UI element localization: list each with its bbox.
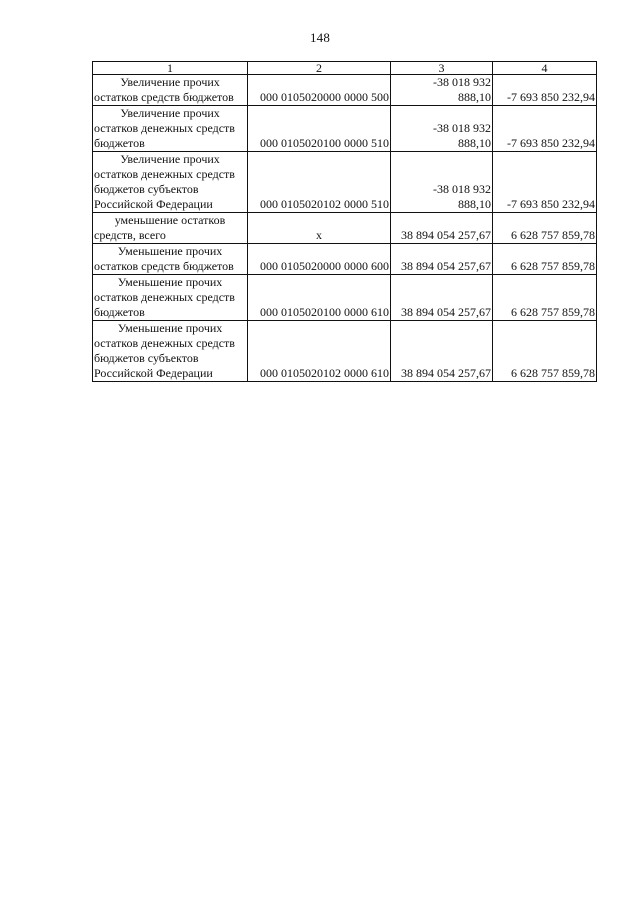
page-number: 148 <box>309 30 331 45</box>
value3-line: 888,10 <box>458 90 491 104</box>
value3-line: 38 894 054 257,67 <box>401 228 491 242</box>
row-value3-cell <box>391 75 493 106</box>
row-code-cell: 000 0105020102 0000 610 <box>248 321 391 382</box>
row-name-cell <box>93 244 248 275</box>
row-name-cell <box>93 213 248 244</box>
row-name-line: Увеличение прочих <box>120 106 220 120</box>
row-value4-cell: -7 693 850 232,94 <box>493 152 597 213</box>
table-row <box>93 321 597 382</box>
row-value3-cell <box>391 321 493 382</box>
column-header: 1 <box>93 62 248 75</box>
row-code-cell: 000 0105020000 0000 500 <box>248 75 391 106</box>
row-name-line: Российской Федерации <box>94 197 213 211</box>
table-row <box>93 75 597 106</box>
row-name-line: Российской Федерации <box>94 366 213 380</box>
row-name-line: Увеличение прочих <box>120 75 220 89</box>
row-name-line: средств, всего <box>94 228 166 242</box>
row-name-line: остатков денежных средств <box>94 290 235 304</box>
value3-line: -38 018 932 <box>433 121 491 135</box>
row-name-cell <box>93 275 248 321</box>
column-header: 3 <box>391 62 493 75</box>
row-name-cell <box>93 75 248 106</box>
value3-line: 888,10 <box>458 136 491 150</box>
row-code-cell: 000 0105020100 0000 610 <box>248 275 391 321</box>
row-value4-cell: 6 628 757 859,78 <box>493 275 597 321</box>
row-name-line: Уменьшение прочих <box>117 275 223 289</box>
row-name-line: Уменьшение прочих <box>117 244 223 258</box>
value3-line: 888,10 <box>458 197 491 211</box>
row-name-cell <box>93 152 248 213</box>
row-code-cell: x <box>248 213 391 244</box>
row-name-cell <box>93 106 248 152</box>
row-name-cell <box>93 321 248 382</box>
value3-line: -38 018 932 <box>433 75 491 89</box>
table-row <box>93 244 597 275</box>
table-header-row <box>93 62 597 75</box>
row-code-cell: 000 0105020000 0000 600 <box>248 244 391 275</box>
row-value3-cell <box>391 106 493 152</box>
row-value4-cell: 6 628 757 859,78 <box>493 321 597 382</box>
row-name-line: Увеличение прочих <box>120 152 220 166</box>
table-row <box>93 152 597 213</box>
row-value4-cell: -7 693 850 232,94 <box>493 106 597 152</box>
column-header: 4 <box>493 62 597 75</box>
row-code-cell: 000 0105020100 0000 510 <box>248 106 391 152</box>
row-name-line: Уменьшение прочих <box>117 321 223 335</box>
value3-line: 38 894 054 257,67 <box>401 259 491 273</box>
row-name-line: остатков денежных средств <box>94 336 235 350</box>
row-name-line: остатков денежных средств <box>94 167 235 181</box>
row-name-line: бюджетов <box>94 136 145 150</box>
row-value3-cell <box>391 213 493 244</box>
table-row <box>93 275 597 321</box>
value3-line: 38 894 054 257,67 <box>401 366 491 380</box>
value3-line: -38 018 932 <box>433 182 491 196</box>
row-name-line: остатков средств бюджетов <box>94 90 234 104</box>
row-name-line: уменьшение остатков <box>114 213 226 227</box>
row-value3-cell <box>391 275 493 321</box>
table-row <box>93 213 597 244</box>
budget-sources-table <box>92 61 597 382</box>
row-value3-cell <box>391 244 493 275</box>
row-value4-cell: -7 693 850 232,94 <box>493 75 597 106</box>
row-value4-cell: 6 628 757 859,78 <box>493 213 597 244</box>
row-name-line: остатков денежных средств <box>94 121 235 135</box>
column-header: 2 <box>248 62 391 75</box>
row-name-line: остатков средств бюджетов <box>94 259 234 273</box>
row-value4-cell: 6 628 757 859,78 <box>493 244 597 275</box>
row-value3-cell <box>391 152 493 213</box>
row-name-line: бюджетов субъектов <box>94 182 199 196</box>
row-name-line: бюджетов <box>94 305 145 319</box>
table-row <box>93 106 597 152</box>
row-code-cell: 000 0105020102 0000 510 <box>248 152 391 213</box>
row-name-line: бюджетов субъектов <box>94 351 199 365</box>
value3-line: 38 894 054 257,67 <box>401 305 491 319</box>
